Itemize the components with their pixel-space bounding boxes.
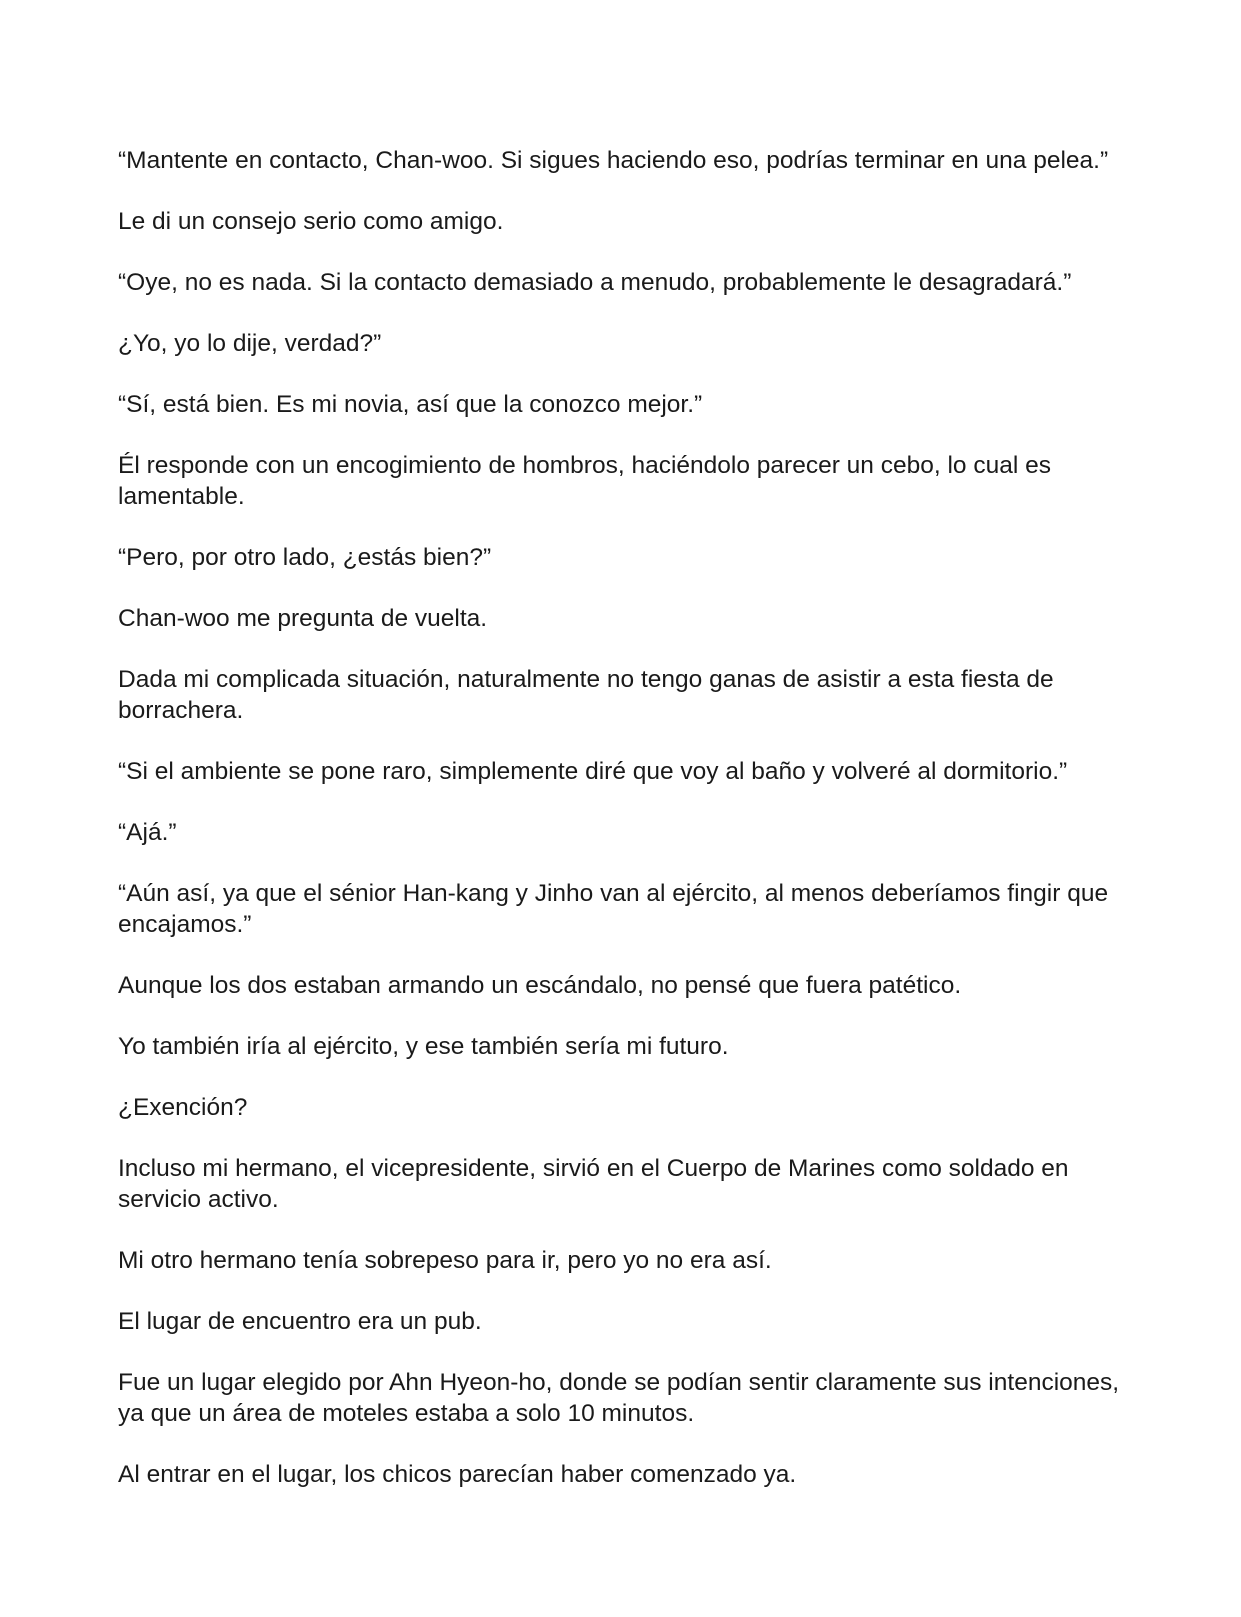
paragraph: Aunque los dos estaban armando un escándalo, no pensé que fuera patético. — [118, 972, 962, 999]
document-body — [118, 145, 1128, 1520]
paragraph: “Pero, por otro lado, ¿estás bien?” — [118, 544, 492, 571]
paragraph: “Si el ambiente se pone raro, simplemente diré que voy al baño y volveré al dormitorio.” — [118, 758, 1068, 785]
paragraph: “Aún así, ya que el sénior Han-kang y Jinho van al ejército, al menos deberíamos fingir que encajamos.” — [118, 880, 1109, 938]
paragraph: Yo también iría al ejército, y ese también sería mi futuro. — [118, 1033, 729, 1060]
paragraph: Le di un consejo serio como amigo. — [118, 208, 504, 235]
paragraph: “Ajá.” — [118, 819, 177, 846]
paragraph: “Sí, está bien. Es mi novia, así que la conozco mejor.” — [118, 391, 703, 418]
paragraph: “Mantente en contacto, Chan-woo. Si sigues haciendo eso, podrías terminar en una pelea.” — [118, 147, 1109, 174]
paragraph: El lugar de encuentro era un pub. — [118, 1308, 482, 1335]
paragraph: Dada mi complicada situación, naturalmente no tengo ganas de asistir a esta fiesta de borrachera. — [118, 666, 1054, 724]
paragraph: ¿Exención? — [118, 1094, 248, 1121]
paragraph: ¿Yo, yo lo dije, verdad?” — [118, 330, 382, 357]
paragraph: Mi otro hermano tenía sobrepeso para ir, pero yo no era así. — [118, 1247, 772, 1274]
paragraph: Al entrar en el lugar, los chicos parecían haber comenzado ya. — [118, 1461, 797, 1488]
paragraph: Chan-woo me pregunta de vuelta. — [118, 605, 488, 632]
paragraph: Él responde con un encogimiento de hombros, haciéndolo parecer un cebo, lo cual es lamentable. — [118, 452, 1051, 510]
paragraph: Fue un lugar elegido por Ahn Hyeon-ho, donde se podían sentir claramente sus intenciones, ya que un área de moteles estaba a solo 10 minutos. — [118, 1369, 1120, 1427]
paragraph: Incluso mi hermano, el vicepresidente, sirvió en el Cuerpo de Marines como soldado en servicio activo. — [118, 1155, 1069, 1213]
paragraph: “Oye, no es nada. Si la contacto demasiado a menudo, probablemente le desagradará.” — [118, 269, 1072, 296]
